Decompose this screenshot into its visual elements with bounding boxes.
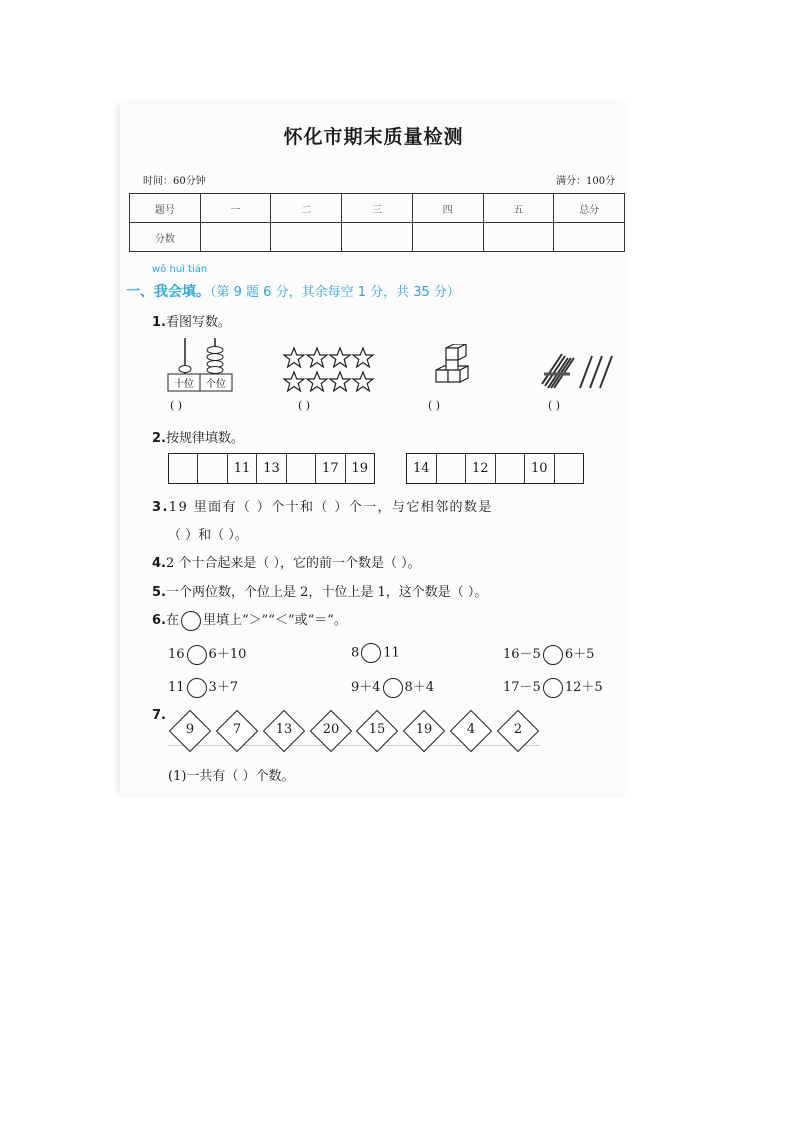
sequence-cell[interactable] xyxy=(436,454,466,483)
question-text-pre: 在 xyxy=(165,613,179,628)
question-text: 一个两位数，个位上是 2，十位上是 1，这个数是（ ）。 xyxy=(165,585,488,600)
compare-right: 3＋7 xyxy=(208,680,239,695)
table-cell: 题号 xyxy=(130,194,201,223)
score-entry[interactable] xyxy=(412,223,483,252)
sequence-cell[interactable] xyxy=(169,454,197,483)
abacus-label-tens: 十位 xyxy=(174,379,194,390)
table-cell: 总分 xyxy=(554,194,625,223)
full-score: 满分：100分 xyxy=(556,176,616,187)
score-entry[interactable] xyxy=(483,223,554,252)
diamond-number: 4 xyxy=(466,722,476,737)
star-icon xyxy=(284,372,304,391)
sequence-cell: 11 xyxy=(227,454,256,483)
question-number: 1. xyxy=(152,315,166,330)
abacus-image xyxy=(166,334,236,394)
table-cell: 二 xyxy=(271,194,342,223)
question-7-sub1: (1)一共有（ ）个数。 xyxy=(168,769,295,784)
question-text: 2 个十合起来是（ ），它的前一个数是（ ）。 xyxy=(165,556,421,571)
score-table xyxy=(129,193,625,252)
compare-circle[interactable] xyxy=(543,678,563,698)
star-icon xyxy=(330,372,350,391)
compare-item xyxy=(168,643,246,665)
compare-right: 12＋5 xyxy=(564,680,603,695)
table-cell: 一 xyxy=(200,194,271,223)
sequence-cell: 12 xyxy=(465,454,495,483)
compare-circle[interactable] xyxy=(361,643,381,663)
question-4 xyxy=(152,552,421,571)
section-pinyin: wǒ huì tián xyxy=(152,264,208,275)
cubes-image xyxy=(432,344,488,396)
compare-item xyxy=(351,643,400,663)
compare-right: 11 xyxy=(383,645,400,661)
question-1 xyxy=(152,311,231,330)
question-number: 7. xyxy=(152,708,166,723)
page-title: 怀化市期末质量检测 xyxy=(283,126,464,148)
table-row xyxy=(130,194,625,223)
question-number: 3. xyxy=(152,500,169,515)
compare-circle[interactable] xyxy=(543,645,563,665)
question-2 xyxy=(152,427,244,446)
abacus-label-ones: 个位 xyxy=(206,379,226,390)
circle-icon xyxy=(181,611,201,631)
star-icon xyxy=(353,348,373,367)
answer-blank[interactable]: ( ) xyxy=(298,399,311,412)
compare-right: 6＋5 xyxy=(564,647,595,662)
compare-right: 6＋10 xyxy=(208,647,247,662)
diamond-number: 9 xyxy=(185,722,195,737)
sequence-cell: 17 xyxy=(315,454,344,483)
table-cell: 五 xyxy=(483,194,554,223)
compare-item xyxy=(168,676,238,698)
sequence-cell: 10 xyxy=(524,454,554,483)
table-cell: 四 xyxy=(412,194,483,223)
star-icon xyxy=(307,348,327,367)
compare-left: 16 xyxy=(168,647,185,662)
compare-item xyxy=(351,676,434,698)
sequence-cell: 14 xyxy=(412,461,430,476)
section-heading xyxy=(126,281,460,301)
question-3-line2: （ ）和（ ）。 xyxy=(168,528,248,543)
table-cell: 三 xyxy=(342,194,413,223)
question-5 xyxy=(152,581,487,600)
section-note: （第 9 题 6 分，其余每空 1 分，共 35 分） xyxy=(210,285,460,300)
question-text-post: 里填上“＞”“＜”或“＝”。 xyxy=(203,613,347,628)
compare-item xyxy=(503,643,594,665)
question-text: 看图写数。 xyxy=(165,315,231,330)
diamond-number: 20 xyxy=(322,722,340,737)
question-text: 按规律填数。 xyxy=(165,431,244,446)
compare-left: 8 xyxy=(351,645,360,661)
compare-item xyxy=(503,676,603,698)
time-limit: 时间：60分钟 xyxy=(143,176,206,187)
compare-circle[interactable] xyxy=(187,678,207,698)
star-icon xyxy=(353,372,373,391)
score-entry[interactable] xyxy=(200,223,271,252)
answer-blank[interactable]: ( ) xyxy=(170,399,183,412)
answer-blank[interactable]: ( ) xyxy=(428,399,441,412)
star-icon xyxy=(307,372,327,391)
sticks-image xyxy=(540,350,620,395)
table-row xyxy=(130,223,625,252)
question-number: 5. xyxy=(152,585,166,600)
sequence-cell[interactable] xyxy=(197,454,226,483)
sequence-cell: 13 xyxy=(256,454,285,483)
diamond-number: 2 xyxy=(513,722,523,737)
question-number: 2. xyxy=(152,431,166,446)
sequence-cell[interactable] xyxy=(554,454,584,483)
question-7-number xyxy=(152,708,166,723)
question-number: 4. xyxy=(152,556,166,571)
compare-left: 9＋4 xyxy=(351,680,381,695)
section-title: 一、我会填。 xyxy=(126,284,210,300)
star-icon xyxy=(284,348,304,367)
diamond-number: 15 xyxy=(368,722,386,737)
question-text: 19 里面有（ ）个十和（ ）个一，与它相邻的数是 xyxy=(168,500,493,515)
score-entry[interactable] xyxy=(554,223,625,252)
diamond-number: 19 xyxy=(415,722,433,737)
compare-circle[interactable] xyxy=(187,645,207,665)
answer-blank[interactable]: ( ) xyxy=(548,399,561,412)
baseline-divider xyxy=(168,745,540,746)
compare-right: 8＋4 xyxy=(404,680,435,695)
compare-left: 17－5 xyxy=(503,680,541,695)
diamond-number: 7 xyxy=(232,722,242,737)
sequence-cell[interactable] xyxy=(286,454,315,483)
compare-circle[interactable] xyxy=(383,678,403,698)
question-3 xyxy=(152,496,493,515)
table-cell: 分数 xyxy=(130,223,201,252)
score-entry[interactable] xyxy=(342,223,413,252)
compare-left: 11 xyxy=(168,680,185,695)
question-number: 6. xyxy=(152,613,166,628)
sequence-cell: 19 xyxy=(345,454,374,483)
sequence-box-2 xyxy=(406,453,584,484)
sequence-cell[interactable] xyxy=(495,454,525,483)
question-6 xyxy=(152,609,347,631)
stars-image xyxy=(282,346,382,396)
score-entry[interactable] xyxy=(271,223,342,252)
compare-left: 16－5 xyxy=(503,647,541,662)
diamond-number: 13 xyxy=(275,722,293,737)
sequence-box-1 xyxy=(168,453,375,484)
star-icon xyxy=(330,348,350,367)
